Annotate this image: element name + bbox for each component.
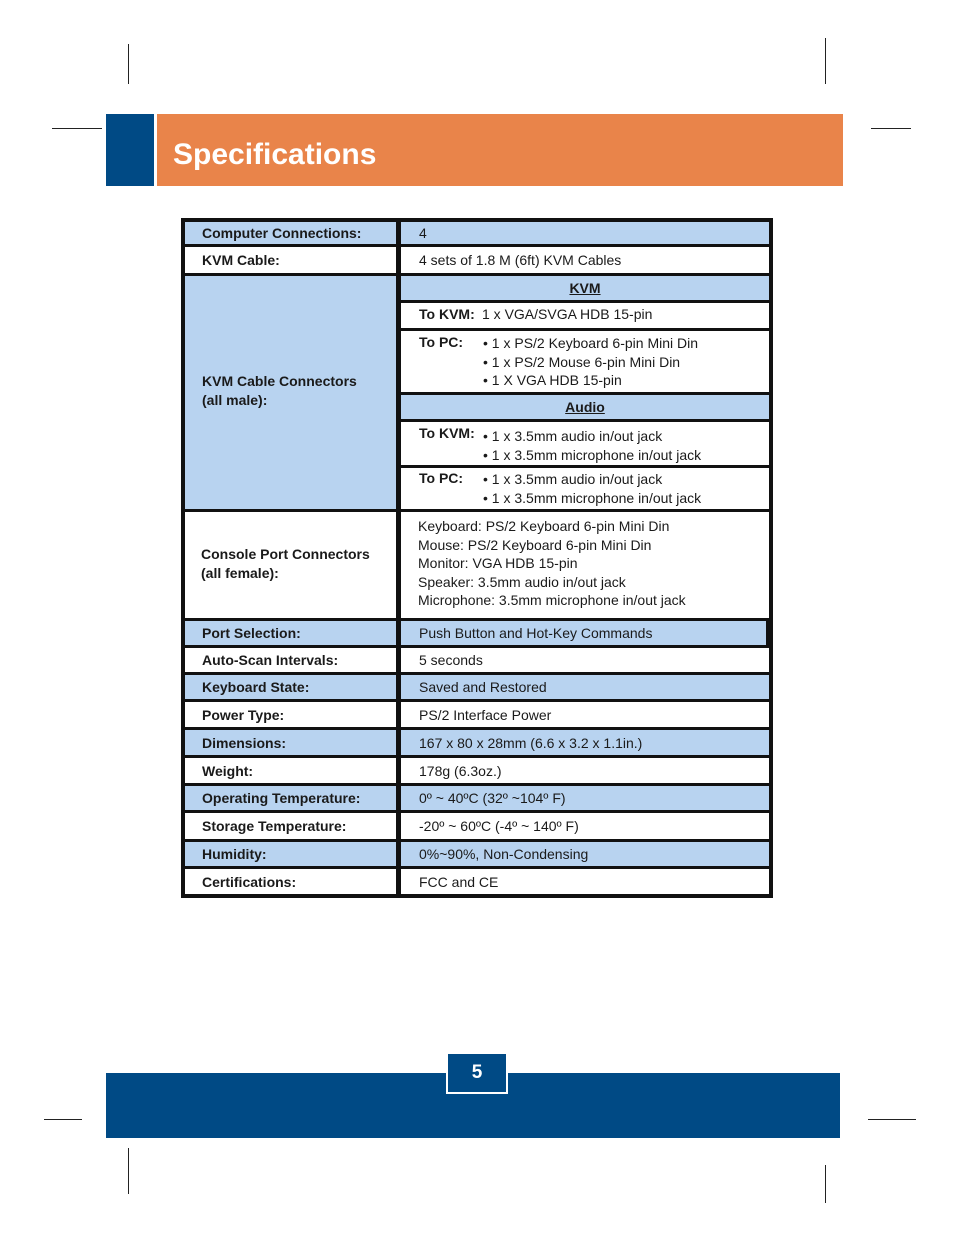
- label-text: Weight:: [202, 762, 254, 779]
- value-computer-connections: [401, 222, 769, 244]
- value-text: 4: [419, 225, 427, 241]
- value-text: 0º ~ 40ºC (32º ~104º F): [419, 790, 566, 806]
- list-item: • 1 x 3.5mm audio in/out jack: [483, 471, 663, 487]
- value-storage-temperature: [401, 813, 769, 839]
- to-kvm-label: To KVM:: [419, 425, 475, 441]
- subheading-text: KVM: [569, 280, 601, 296]
- crop-mark: [868, 1119, 916, 1120]
- value-text: Saved and Restored: [419, 679, 547, 695]
- value-certifications: [401, 869, 769, 894]
- header-bar: [157, 114, 843, 186]
- crop-mark: [128, 1148, 129, 1194]
- label-port-selection: [185, 621, 396, 645]
- value-text: FCC and CE: [419, 873, 499, 890]
- label-operating-temperature: [185, 786, 396, 810]
- label-text: Port Selection:: [202, 625, 301, 641]
- label-kvm-cable-connectors: [185, 276, 396, 509]
- value-text: 178g (6.3oz.): [419, 762, 502, 779]
- kvm-to-pc-row: [401, 331, 769, 392]
- label-kvm-cable: [185, 247, 396, 273]
- crop-mark: [44, 1119, 82, 1120]
- label-text: Computer Connections:: [202, 225, 362, 241]
- audio-subheading: [401, 395, 769, 419]
- label-text: Humidity:: [202, 846, 267, 862]
- label-computer-connections: [185, 222, 396, 244]
- label-storage-temperature: [185, 813, 396, 839]
- list-item: • 1 x 3.5mm microphone in/out jack: [483, 489, 702, 506]
- value-console-port-connectors: [401, 512, 769, 618]
- page-number: [446, 1052, 508, 1094]
- label-dimensions: [185, 730, 396, 755]
- audio-to-pc-row: [401, 468, 769, 509]
- value-weight: [401, 758, 769, 783]
- crop-mark: [825, 38, 826, 84]
- specifications-table: [181, 218, 773, 898]
- to-pc-label: To PC:: [419, 470, 464, 486]
- list-item: Monitor: VGA HDB 15-pin: [418, 555, 578, 571]
- subheading-text: Audio: [565, 399, 605, 415]
- kvm-subheading: [401, 276, 769, 300]
- label-text: Auto-Scan Intervals:: [202, 652, 339, 668]
- label-auto-scan-intervals: [185, 648, 396, 672]
- value-port-selection: [401, 621, 766, 645]
- list-item: • 1 x PS/2 Mouse 6-pin Mini Din: [483, 353, 681, 370]
- value-text: 0%~90%, Non-Condensing: [419, 846, 589, 862]
- label-line: (all female):: [201, 564, 279, 581]
- label-line: Console Port Connectors: [201, 546, 370, 562]
- crop-mark: [871, 128, 911, 129]
- label-power-type: [185, 702, 396, 727]
- label-certifications: [185, 869, 396, 894]
- crop-mark: [128, 44, 129, 84]
- to-kvm-value: 1 x VGA/SVGA HDB 15-pin: [482, 306, 653, 322]
- value-text: 167 x 80 x 28mm (6.6 x 3.2 x 1.1in.): [419, 734, 643, 751]
- label-line: KVM Cable Connectors: [202, 373, 357, 389]
- value-auto-scan-intervals: [401, 648, 769, 672]
- to-pc-label: To PC:: [419, 334, 464, 350]
- kvm-to-kvm-row: [401, 303, 769, 328]
- page-title: Specifications: [173, 138, 377, 171]
- label-weight: [185, 758, 396, 783]
- label-keyboard-state: [185, 675, 396, 699]
- value-kvm-cable: [401, 247, 769, 273]
- list-item: Microphone: 3.5mm microphone in/out jack: [418, 592, 686, 608]
- to-kvm-label: To KVM:: [419, 306, 475, 322]
- list-item: • 1 X VGA HDB 15-pin: [483, 372, 622, 388]
- label-text: KVM Cable:: [202, 252, 280, 268]
- label-text: Storage Temperature:: [202, 818, 347, 834]
- label-text: Operating Temperature:: [202, 790, 361, 806]
- page-number-text: 5: [471, 1062, 483, 1083]
- value-keyboard-state: [401, 675, 769, 699]
- label-console-port-connectors: [185, 512, 396, 618]
- crop-mark: [52, 128, 102, 129]
- list-item: • 1 x PS/2 Keyboard 6-pin Mini Din: [483, 335, 699, 351]
- list-item: • 1 x 3.5mm audio in/out jack: [483, 428, 663, 444]
- value-dimensions: [401, 730, 769, 755]
- value-text: Push Button and Hot-Key Commands: [419, 625, 653, 641]
- crop-mark: [825, 1165, 826, 1203]
- label-text: Dimensions:: [202, 734, 287, 751]
- list-item: • 1 x 3.5mm microphone in/out jack: [483, 446, 702, 463]
- value-text: 5 seconds: [419, 652, 483, 668]
- label-line: (all male):: [202, 391, 268, 408]
- audio-to-kvm-row: [401, 422, 769, 465]
- value-humidity: [401, 842, 769, 866]
- header-accent-block: [106, 114, 154, 186]
- value-text: 4 sets of 1.8 M (6ft) KVM Cables: [419, 252, 622, 268]
- value-text: PS/2 Interface Power: [419, 706, 552, 723]
- label-text: Power Type:: [202, 706, 285, 723]
- list-item: Mouse: PS/2 Keyboard 6-pin Mini Din: [418, 536, 652, 553]
- value-text: -20º ~ 60ºC (-4º ~ 140º F): [419, 818, 579, 834]
- value-power-type: [401, 702, 769, 727]
- label-humidity: [185, 842, 396, 866]
- value-operating-temperature: [401, 786, 769, 810]
- list-item: Keyboard: PS/2 Keyboard 6-pin Mini Din: [418, 518, 670, 534]
- label-text: Certifications:: [202, 873, 297, 890]
- label-text: Keyboard State:: [202, 679, 310, 695]
- list-item: Speaker: 3.5mm audio in/out jack: [418, 573, 626, 590]
